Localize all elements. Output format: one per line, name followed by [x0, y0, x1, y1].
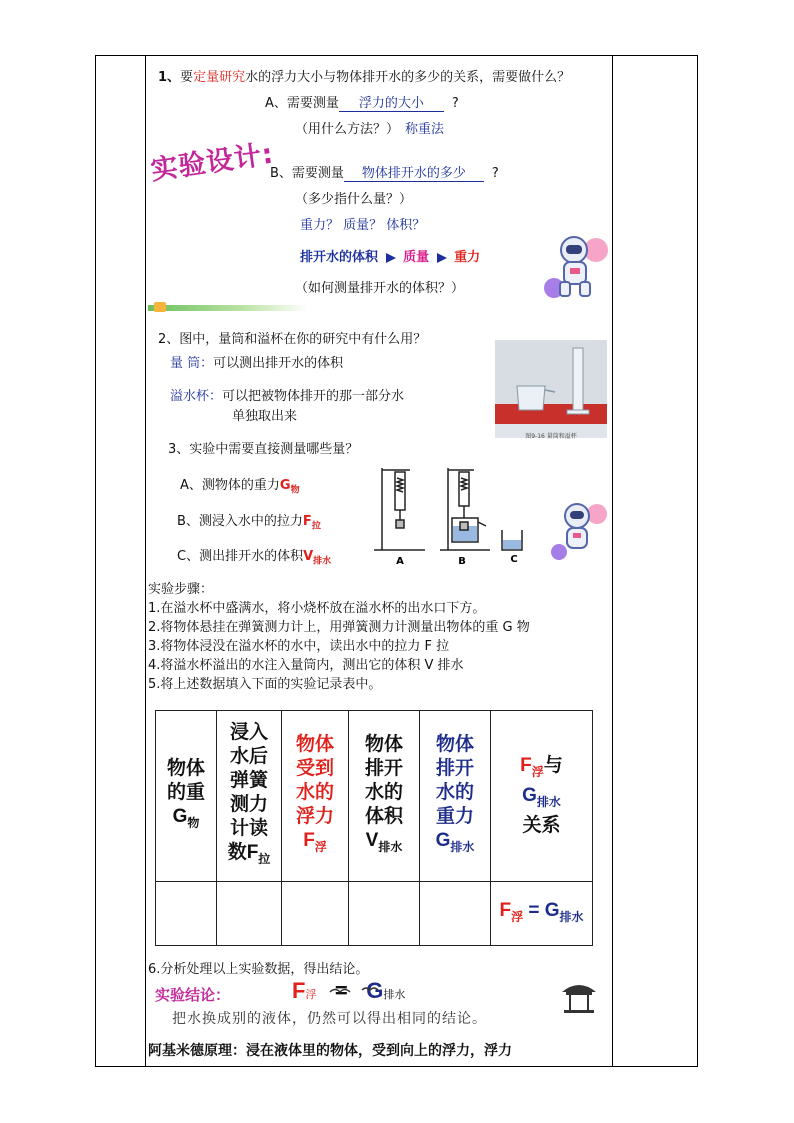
cylinder-row: 量 筒：可以测出排开水的体积 — [170, 356, 344, 371]
measure-weight: A、测物体的重力$G_物$ — [180, 478, 300, 496]
question1-b-options: 重力？ 质量？ 体积？ — [300, 218, 426, 233]
step-6: 6.分析处理以上实验数据，得出结论。 — [148, 962, 369, 977]
diagram-label-a: A — [396, 556, 404, 565]
question1-prompt: 1、要定量研究水的浮力大小与物体排开水的多少的关系，需要做什么？ — [158, 70, 571, 85]
diagram-label-b: B — [458, 556, 466, 565]
cell-result: $F_浮 = G_{排水}$ — [491, 882, 593, 946]
col-object-weight: 物体 的重 $G_物$ — [156, 711, 217, 882]
cell-empty — [156, 882, 217, 946]
pavilion-icon — [560, 980, 598, 1014]
step-item: 1.在溢水杯中盛满水，将小烧杯放在溢水杯的出水口下方。 — [148, 601, 486, 616]
overflow-cup-row-2: 单独取出来 — [232, 409, 298, 424]
question1-b-subq: （多少指什么量？） — [295, 192, 413, 207]
astronaut-illustration — [545, 500, 609, 566]
question3-title: 3、实验中需要直接测量哪些量？ — [168, 442, 359, 457]
question1-a-method: （用什么方法？） 称重法 — [295, 122, 445, 137]
col-displaced-volume: 物体 排开 水的 体积 $V_{排水}$ — [349, 711, 420, 882]
steps-title: 实验步骤： — [148, 582, 214, 597]
record-table — [155, 710, 593, 946]
answer-blank: 物体排开水的多少 — [344, 162, 484, 182]
conclusion-formula: F浮 = G排水 — [292, 978, 406, 1003]
design-label: 实验设计: — [148, 138, 276, 187]
slide-divider — [148, 302, 608, 314]
col-pull-force: 浸入 水后 弹簧 测力 计读 数$F_拉$ — [217, 711, 282, 882]
col-displaced-weight: 物体 排开 水的 重力 $G_{排水}$ — [420, 711, 491, 882]
col-buoyancy: 物体 受到 水的 浮力 $F_浮$ — [282, 711, 349, 882]
astronaut-illustration — [540, 232, 608, 304]
step-item: 3.将物体浸没在溢水杯的水中，读出水中的拉力 F 拉 — [148, 639, 450, 654]
measure-pull: B、测浸入水中的拉力$F_拉$ — [177, 514, 321, 532]
cell-empty — [420, 882, 491, 946]
cell-empty — [282, 882, 349, 946]
conversion-chain: 排开水的体积 质量 重力 — [300, 250, 481, 265]
left-column-rule — [145, 55, 146, 1067]
question1-b-row: B、需要测量 物体排开水的多少 ? — [270, 162, 499, 182]
answer-blank: 浮力的大小 — [339, 92, 444, 112]
step-item: 2.将物体悬挂在弹簧测力计上，用弹簧测力计测量出物体的重 G 物 — [148, 620, 530, 635]
photo-caption: 图9-16 量筒和溢杯 — [525, 433, 577, 440]
question1-how: （如何测量排开水的体积？） — [295, 281, 465, 296]
experiment-steps — [148, 580, 530, 694]
col-relationship: $F_浮$与 $G_{排水}$ 关系 — [491, 711, 593, 882]
conclusion-label: 实验结论： — [155, 986, 231, 1004]
question1-a-row: A、需要测量 浮力的大小 ? — [265, 92, 459, 112]
diagram-label-c: C — [510, 554, 518, 565]
birds-icon — [328, 984, 388, 1000]
lab-glassware-photo — [495, 340, 607, 424]
arrow-right-icon — [386, 253, 396, 263]
arrow-right-icon — [437, 253, 447, 263]
archimedes-principle: 阿基米德原理：浸在液体里的物体，受到向上的浮力，浮力 — [148, 1043, 512, 1059]
measure-volume: C、测出排开水的体积$V_{排水}$ — [177, 549, 332, 567]
overflow-cup-row: 溢水杯：可以把被物体排开的那一部分水 — [170, 389, 405, 404]
cylinder-cup-photo — [495, 340, 607, 438]
cell-empty — [217, 882, 282, 946]
step-item: 5.将上述数据填入下面的实验记录表中。 — [148, 677, 382, 692]
step-item: 4.将溢水杯溢出的水注入量筒内，测出它的体积 V 排水 — [148, 658, 464, 673]
question2-title: 2、图中，量筒和溢杯在你的研究中有什么用？ — [158, 332, 427, 347]
cell-empty — [349, 882, 420, 946]
apparatus-diagram — [370, 460, 540, 565]
conclusion-note: 把水换成别的液体，仍然可以得出相同的结论。 — [172, 1011, 487, 1027]
right-column-rule — [612, 55, 613, 1067]
